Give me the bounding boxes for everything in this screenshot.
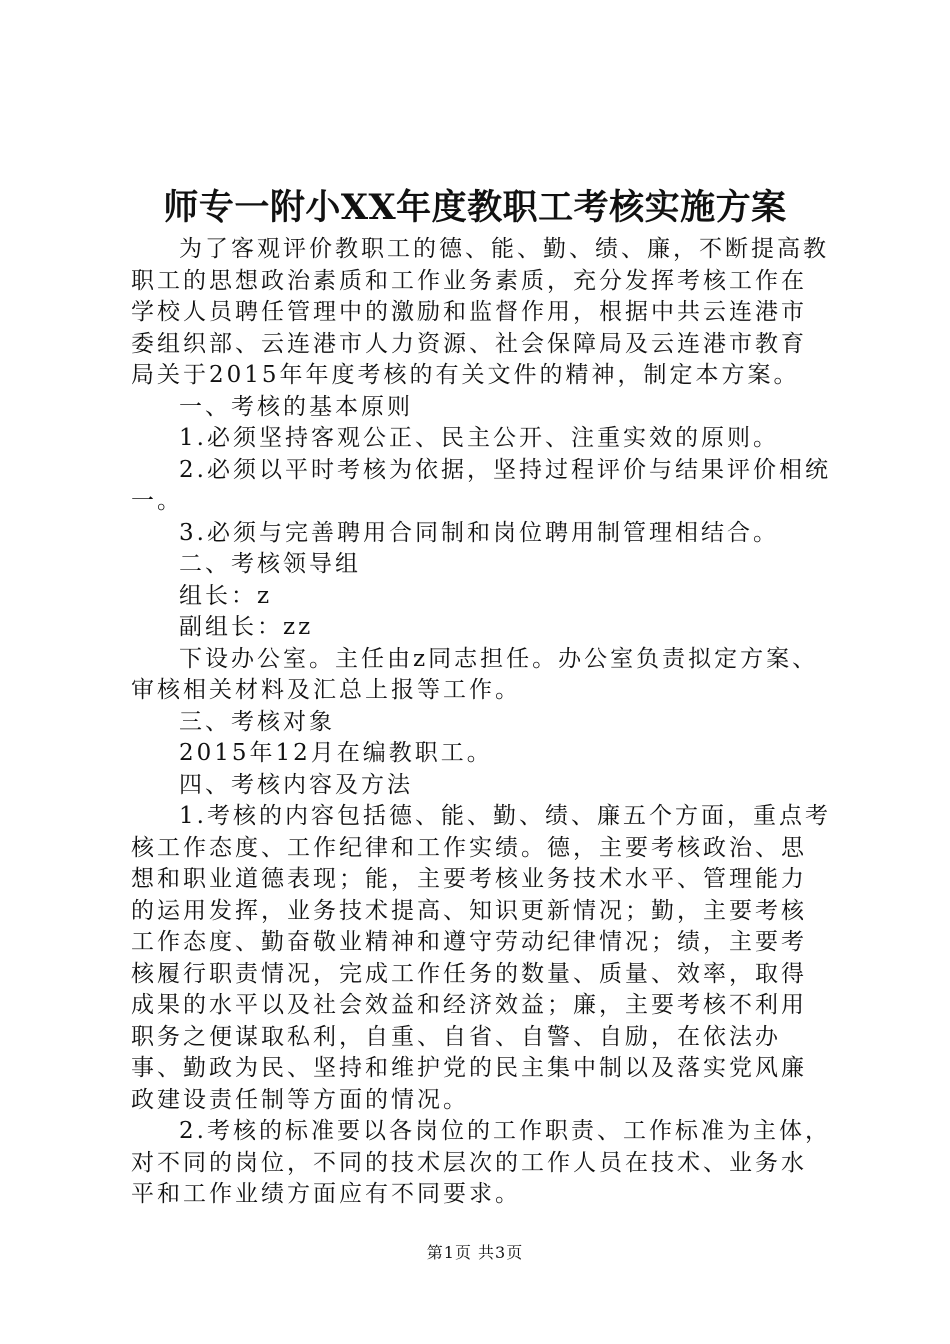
content-item-1: 1.考核的内容包括德、能、勤、绩、廉五个方面，重点考核工作态度、工作纪律和工作实绩。德，主要考核政治、思想和职业道德表现；能，主要考核业务技术水平、管理能力的运用发挥，业务技术提高、知识更新情况；勤，主要考核工作态度、勤奋敬业精神和遵守劳动纪律情况；绩，主要考核履行职责情况，完成工作任务的数量、质量、效率，取得成果的水平以及社会效益和经济效益；廉，主要考核不利用职务之便谋取私利，自重、自省、自警、自励，在依法办事、勤政为民、坚持和维护党的民主集中制以及落实党风廉政建设责任制等方面的情况。 — [131, 803, 831, 1113]
leader: 组长：z — [179, 582, 273, 609]
document-title: 师专一附小XX年度教职工考核实施方案 — [163, 187, 787, 228]
document-body — [131, 234, 831, 1211]
page-number: 第1页 共3页 — [426, 1243, 524, 1262]
office-description: 下设办公室。主任由z同志担任。办公室负责拟定方案、审核相关材料及汇总上报等工作。 — [131, 645, 819, 703]
principle-1: 1.必须坚持客观公正、民主公开、注重实效的原则。 — [179, 425, 779, 451]
principle-3: 3.必须与完善聘用合同制和岗位聘用制管理相结合。 — [179, 519, 779, 546]
heading-targets: 三、考核对象 — [179, 708, 335, 735]
targets-description: 2015年12月在编教职工。 — [179, 740, 493, 766]
content-item-2: 2.考核的标准要以各岗位的工作职责、工作标准为主体，对不同的岗位，不同的技术层次的工作人员在技术、业务水平和工作业绩方面应有不同要求。 — [131, 1118, 831, 1207]
paragraph-intro: 为了客观评价教职工的德、能、勤、绩、廉，不断提高教职工的思想政治素质和工作业务素质，充分发挥考核工作在学校人员聘任管理中的激励和监督作用，根据中共云连港市委组织部、云连港市人力资源、社会保障局及云连港市教育局关于2015年年度考核的有关文件的精神，制定本方案。 — [131, 236, 829, 388]
deputy-leader: 副组长：zz — [179, 614, 314, 640]
heading-content-methods: 四、考核内容及方法 — [179, 771, 413, 798]
heading-principles: 一、考核的基本原则 — [179, 393, 413, 420]
principle-2: 2.必须以平时考核为依据，坚持过程评价与结果评价相统一。 — [131, 456, 831, 514]
heading-leadership: 二、考核领导组 — [179, 551, 361, 577]
